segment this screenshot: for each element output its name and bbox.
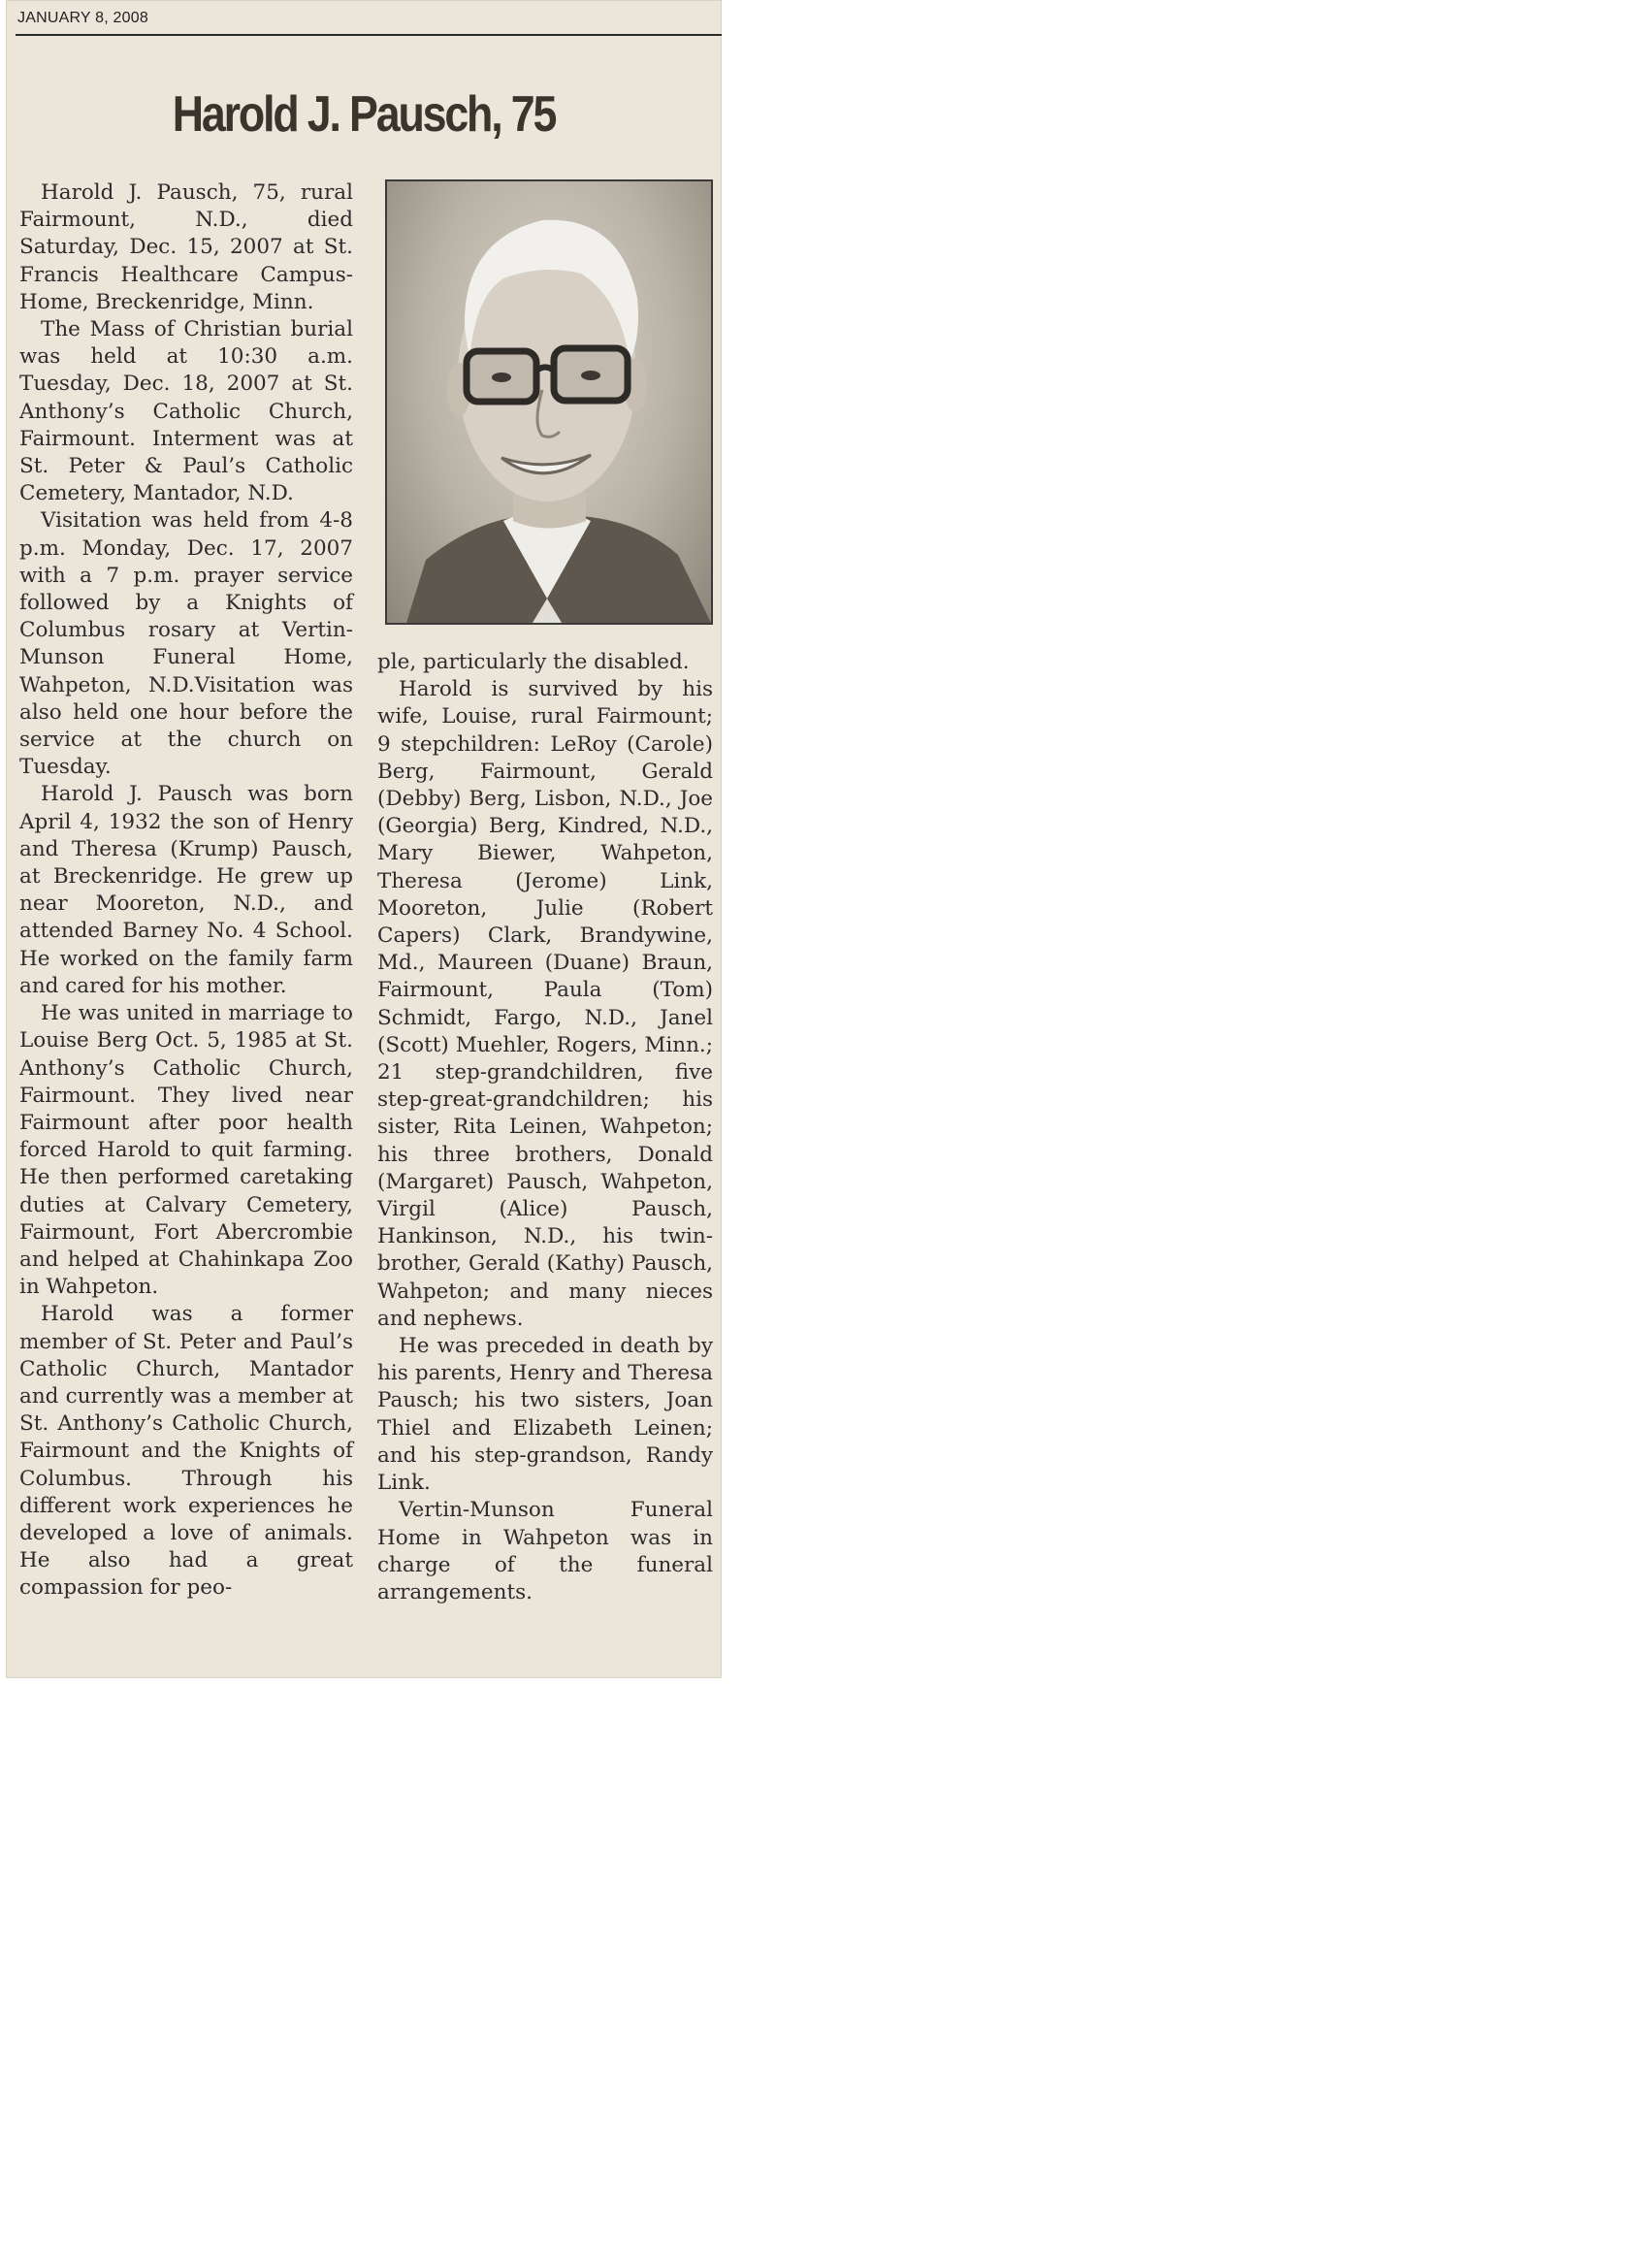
paragraph: Harold J. Pausch was born April 4, 1932 the son of Henry and Theresa (Krump) Pausch, at Breckenridge. He grew up near Mooreton, N.D., and attended Barney No. 4 School. He worked on the family farm and cared for his mother. [19, 782, 353, 998]
portrait-photo [385, 179, 713, 625]
paragraph: Harold was a former member of St. Peter and Paul’s Catholic Church, Mantador and currently was a member at St. Anthony’s Catholic Church, Fairmount and the Knights of Columbus. Through his different work experiences he developed a love of animals. He also had a great compassion for peo- [19, 1302, 353, 1601]
paragraph: Harold is survived by his wife, Louise, rural Fairmount; 9 stepchildren: LeRoy (Carole) Berg, Fairmount, Gerald (Debby) Berg, Lisbon, N.D., Joe (Georgia) Berg, Kindred, N.D., Mary Biewer, Wahpeton, Theresa (Jerome) Link, Mooreton, Julie (Robert Capers) Clark, Brandywine, Md., Maureen (Duane) Braun, Fairmount, Paula (Tom) Schmidt, Fargo, N.D., Janel (Scott) Muehler, Rogers, Minn.; 21 step-grandchildren, five step-great-grandchildren; his sister, Rita Leinen, Wahpeton; his three brothers, Donald (Margaret) Pausch, Wahpeton, Virgil (Alice) Pausch, Hankinson, N.D., his twin-brother, Gerald (Kathy) Pausch, Wahpeton; and many nieces and nephews. [377, 677, 713, 1331]
left-column [19, 179, 353, 1673]
portrait-photo-icon [387, 181, 711, 623]
paragraph: He was united in marriage to Louise Berg Oct. 5, 1985 at St. Anthony’s Catholic Church, Fairmount. They lived near Fairmount after poor health forced Harold to quit farming. He then performed caretaking duties at Calvary Cemetery, Fairmount, Fort Abercrombie and helped at Chahinkapa Zoo in Wahpeton. [19, 1001, 353, 1300]
right-column [377, 649, 713, 1606]
paragraph-continuation: ple, particularly the disabled. [377, 650, 690, 674]
obituary-headline: Harold J. Pausch, 75 [172, 86, 556, 143]
paragraph: He was preceded in death by his parents, Henry and Theresa Pausch; his two sisters, Joan Thiel and Elizabeth Leinen; and his step-grandson, Randy Link. [377, 1334, 713, 1496]
paragraph: Visitation was held from 4-8 p.m. Monday, Dec. 17, 2007 with a 7 p.m. prayer service followed by a Knights of Columbus rosary at Vertin-Munson Funeral Home, Wahpeton, N.D.Visitation was also held one hour before the service at the church on Tuesday. [19, 508, 353, 780]
paragraph: The Mass of Christian burial was held at 10:30 a.m. Tuesday, Dec. 18, 2007 at St. Anthony’s Catholic Church, Fairmount. Interment was at St. Peter & Paul’s Catholic Cemetery, Mantador, N.D. [19, 317, 353, 506]
header-rule [16, 34, 722, 36]
newspaper-clipping [6, 0, 722, 1678]
dateline: JANUARY 8, 2008 [17, 10, 148, 26]
paragraph: Harold J. Pausch, 75, rural Fairmount, N.D., died Saturday, Dec. 15, 2007 at St. Francis Healthcare Campus-Home, Breckenridge, Minn. [19, 180, 353, 314]
paragraph: Vertin-Munson Funeral Home in Wahpeton was in charge of the funeral arrangements. [377, 1498, 713, 1604]
